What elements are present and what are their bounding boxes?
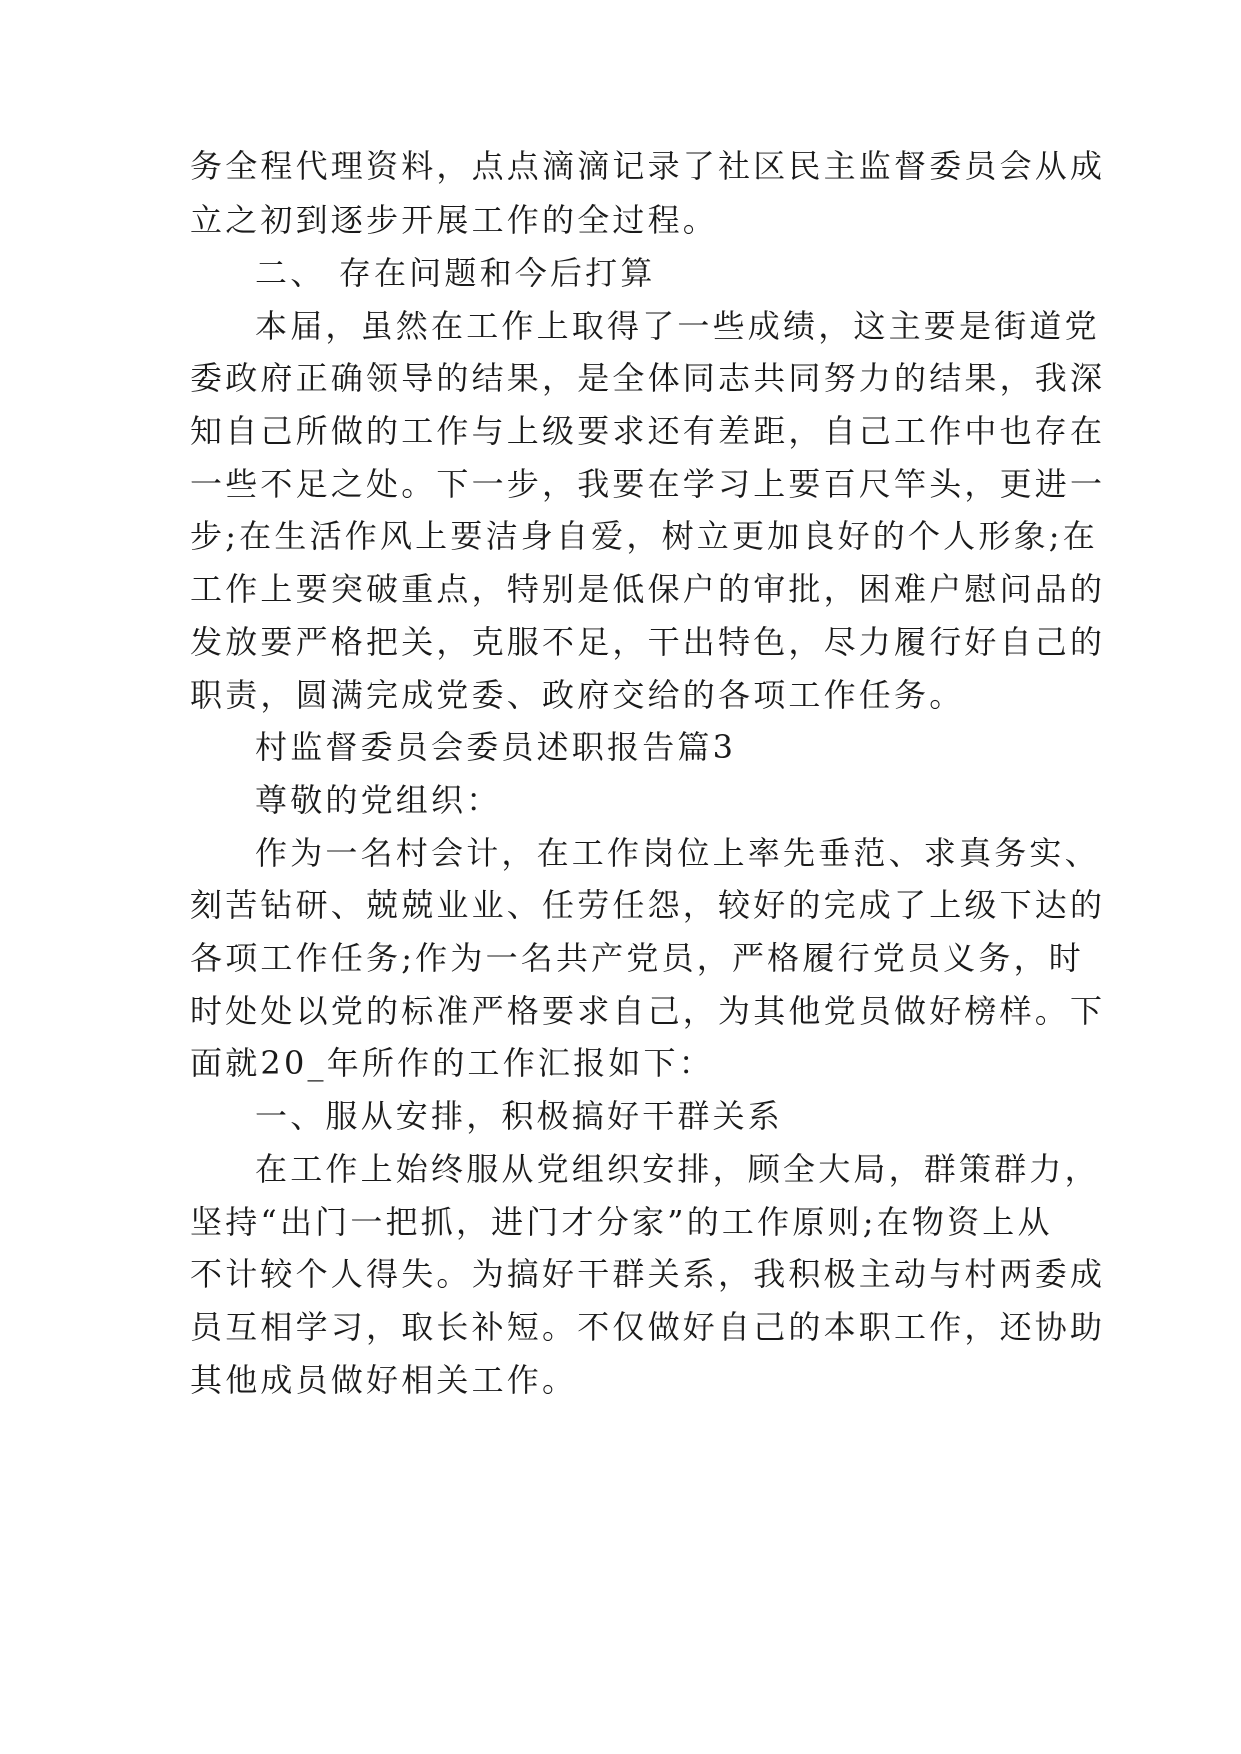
body-text-line: 职责，圆满完成党委、政府交给的各项工作任务。: [190, 676, 965, 714]
body-text-line: 面就20_年所作的工作汇报如下：: [190, 1044, 714, 1082]
body-text-line: 各项工作任务;作为一名共产党员，严格履行党员义务，时: [190, 939, 1084, 977]
body-text-line: 其他成员做好相关工作。: [190, 1361, 578, 1399]
body-text-line: 刻苦钻研、兢兢业业、任劳任怨，较好的完成了上级下达的: [190, 886, 1106, 924]
salutation: 尊敬的党组织：: [255, 781, 502, 819]
body-text-line: 发放要严格把关，克服不足，干出特色，尽力履行好自己的: [190, 623, 1106, 661]
section-heading: 二、 存在问题和今后打算: [255, 254, 656, 292]
body-text-line: 时处处以党的标准严格要求自己，为其他党员做好榜样。下: [190, 992, 1106, 1030]
body-text-line: 务全程代理资料，点点滴滴记录了社区民主监督委员会从成: [190, 147, 1106, 185]
body-text-line: 员互相学习，取长补短。不仅做好自己的本职工作，还协助: [190, 1308, 1106, 1346]
body-text-line: 工作上要突破重点，特别是低保户的审批，困难户慰问品的: [190, 570, 1106, 608]
paragraph-first-line: 本届，虽然在工作上取得了一些成绩，这主要是街道党: [255, 307, 1100, 345]
body-text-line: 步;在生活作风上要洁身自爱，树立更加良好的个人形象;在: [190, 517, 1098, 555]
body-text-line: 坚持“出门一把抓，进门才分家”的工作原则;在物资上从: [190, 1203, 1053, 1241]
body-text-line: 知自己所做的工作与上级要求还有差距，自己工作中也存在: [190, 412, 1106, 450]
paragraph-first-line: 作为一名村会计，在工作岗位上率先垂范、求真务实、: [255, 834, 1100, 872]
section-heading: 一、服从安排，积极搞好干群关系: [255, 1097, 784, 1135]
body-text-line: 不计较个人得失。为搞好干群关系，我积极主动与村两委成: [190, 1255, 1106, 1293]
body-text-line: 一些不足之处。下一步，我要在学习上要百尺竿头，更进一: [190, 465, 1106, 503]
body-text-line: 委政府正确领导的结果，是全体同志共同努力的结果，我深: [190, 359, 1106, 397]
report-title: 村监督委员会委员述职报告篇3: [255, 728, 737, 766]
body-text-line: 立之初到逐步开展工作的全过程。: [190, 201, 719, 239]
paragraph-first-line: 在工作上始终服从党组织安排，顾全大局，群策群力，: [255, 1150, 1100, 1188]
